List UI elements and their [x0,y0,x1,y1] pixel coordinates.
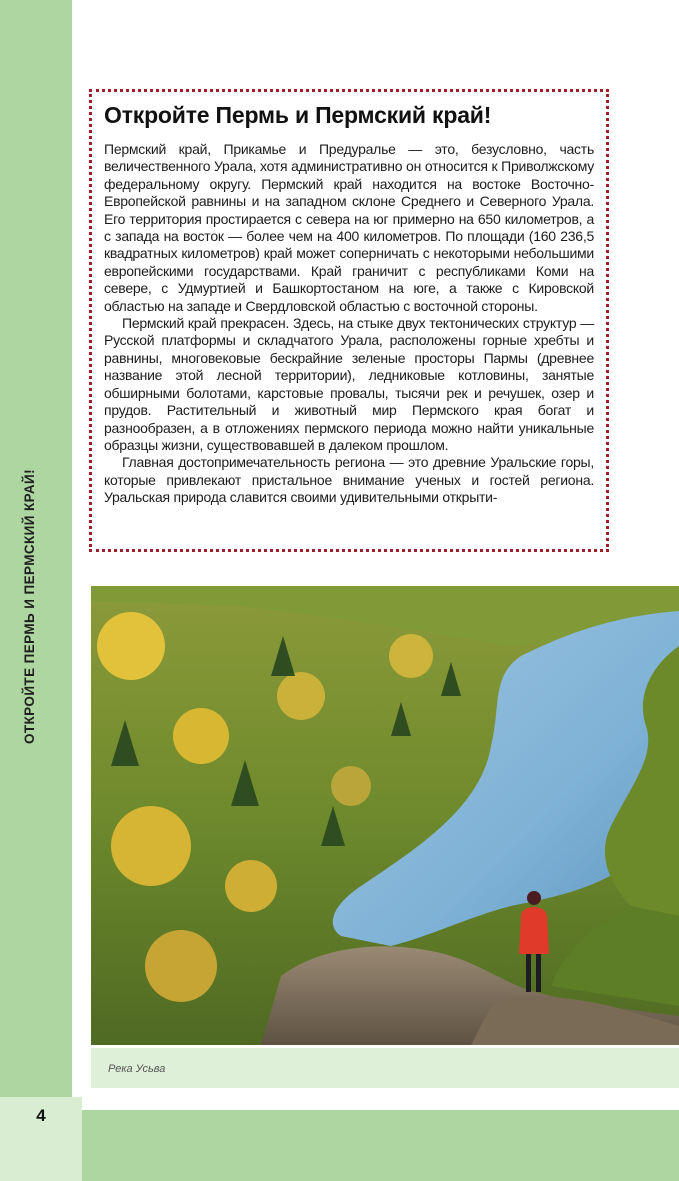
caption-bar [91,1048,679,1088]
paragraph-3: Главная достопримечательность региона — это древние Уральские горы, которые привлекают пристальное внимание ученых и гостей региона. Уральская природа славится своими удивительными открыти- [104,454,594,506]
box-title: Откройте Пермь и Пермский край! [104,102,492,128]
side-running-title: ОТКРОЙТЕ ПЕРМЬ И ПЕРМСКИЙ КРАЙ! [22,468,37,744]
paragraph-1: Пермский край, Прикамье и Предуралье — это, безусловно, часть величественного Урала, хотя административно он относится к Приволжскому федеральному округу. Пермский край находится на востоке Восточно-Европейской равнины и на западном склоне Среднего и Северного Урала. Его территория простирается с севера на юг примерно на 650 километров, а с запада на восток — более чем на 400 километров. По площади (160 236,5 квадратных километров) край может соперничать с некоторыми небольшими европейскими государствами. Край граничит с республиками Коми на севере, с Удмуртией и Башкортостаном на юге, а также с Кировской областью на западе и Свердловской областью с восточной стороны. [104,141,594,314]
photo-caption: Река Усьва [108,1063,166,1075]
bottom-green-band [82,1110,679,1181]
intro-text-box [89,89,609,552]
paragraph-2: Пермский край прекрасен. Здесь, на стыке двух тектонических структур — Русской платформы и складчатого Урала, расположены горные хребты и равнины, многовековые бескрайние зеленые просторы Пармы (древнее название этой лесной территории), ледниковые котловины, занятые обширными болотами, карстовые провалы, тысячи рек и речушек, озер и прудов. Растительный и животный мир Пермского края богат и разнообразен, а в отложениях пермского периода можно найти уникальные образцы жизни, существовавшей в далеком прошлом. [104,315,594,453]
river-photo [91,586,679,1045]
box-body [104,141,594,507]
page-number: 4 [36,1106,46,1125]
